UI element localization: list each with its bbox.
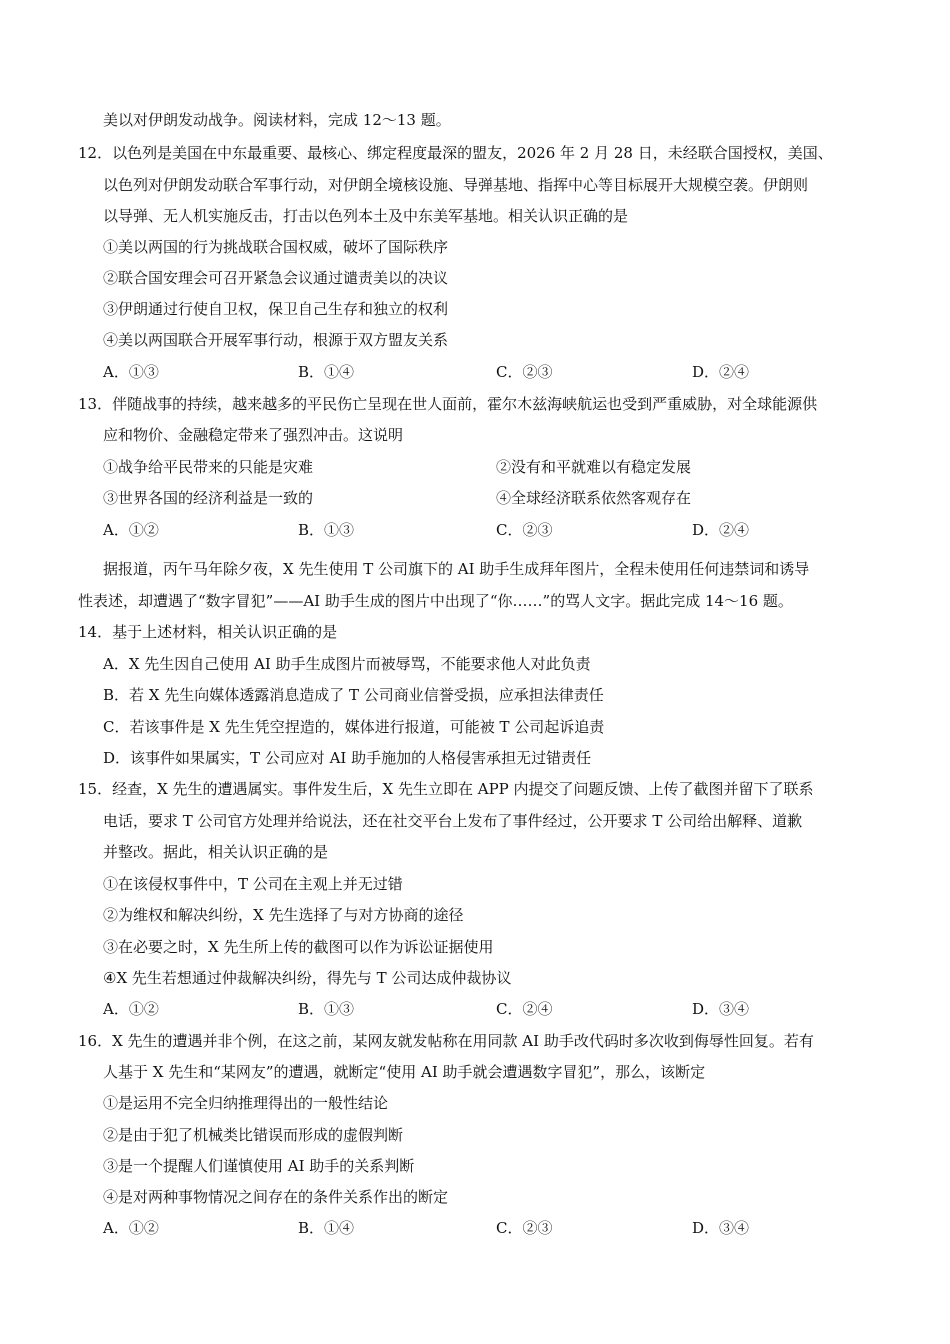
q15-item-1: ①在该侵权事件中，T 公司在主观上并无过错: [103, 875, 403, 893]
q14-option-b[interactable]: B．若 X 先生向媒体透露消息造成了 T 公司商业信誉受损，应承担法律责任: [103, 686, 604, 704]
q16-option-a[interactable]: A．①②: [103, 1219, 159, 1237]
q15-option-c[interactable]: C．②④: [496, 1000, 553, 1018]
q16-option-c[interactable]: C．②③: [496, 1219, 553, 1237]
q16-stem-line-1: 16．X 先生的遭遇并非个例，在这之前，某网友就发帖称在用同款 AI 助手改代码时多次收到侮辱性回复。若有: [78, 1032, 814, 1050]
q14-option-d[interactable]: D．该事件如果属实，T 公司应对 AI 助手施加的人格侵害承担无过错责任: [103, 749, 592, 767]
q15-stem-line-2: 电话，要求 T 公司官方处理并给说法，还在社交平台上发布了事件经过，公开要求 T 公司给出解释、道歉: [103, 812, 803, 830]
q12-option-a[interactable]: A．①③: [103, 363, 159, 381]
material-2-line-1: 据报道，丙午马年除夕夜，X 先生使用 T 公司旗下的 AI 助手生成拜年图片，全程未使用任何违禁词和诱导: [103, 560, 810, 578]
q12-item-1: ①美以两国的行为挑战联合国权威，破坏了国际秩序: [103, 238, 449, 256]
q13-option-d[interactable]: D．②④: [692, 521, 750, 539]
q12-option-d[interactable]: D．②④: [692, 363, 750, 381]
q16-item-1: ①是运用不完全归纳推理得出的一般性结论: [103, 1094, 389, 1112]
q13-option-c[interactable]: C．②③: [496, 521, 553, 539]
q15-stem-line-3: 并整改。据此，相关认识正确的是: [103, 843, 329, 861]
q16-item-3: ③是一个提醒人们谨慎使用 AI 助手的关系判断: [103, 1157, 415, 1175]
q14-stem-line-1: 14．基于上述材料，相关认识正确的是: [78, 623, 338, 641]
q13-item-1: ①战争给平民带来的只能是灾难: [103, 458, 314, 476]
material-intro-tail: 美以对伊朗发动战争。阅读材料，完成 12～13 题。: [103, 111, 451, 129]
q15-item-4: ④X 先生若想通过仲裁解决纠纷，得先与 T 公司达成仲裁协议: [103, 969, 512, 987]
q12-item-4: ④美以两国联合开展军事行动，根源于双方盟友关系: [103, 331, 449, 349]
material-2-line-2: 性表述，却遭遇了“数字冒犯”——AI 助手生成的图片中出现了“你……”的骂人文字。据此完成 14～16 题。: [78, 592, 793, 610]
q13-stem-line-2: 应和物价、金融稳定带来了强烈冲击。这说明: [103, 426, 404, 444]
q15-item-2: ②为维权和解决纠纷，X 先生选择了与对方协商的途径: [103, 906, 464, 924]
q16-item-2: ②是由于犯了机械类比错误而形成的虚假判断: [103, 1126, 404, 1144]
q12-stem-line-1: 12．以色列是美国在中东最重要、最核心、绑定程度最深的盟友，2026 年 2 月 28 日，未经联合国授权，美国、: [78, 144, 833, 162]
q13-item-4: ④全球经济联系依然客观存在: [496, 489, 692, 507]
q12-item-3: ③伊朗通过行使自卫权，保卫自己生存和独立的权利: [103, 300, 449, 318]
q16-item-4: ④是对两种事物情况之间存在的条件关系作出的断定: [103, 1188, 449, 1206]
q13-item-2: ②没有和平就难以有稳定发展: [496, 458, 692, 476]
q13-item-3: ③世界各国的经济利益是一致的: [103, 489, 314, 507]
q13-option-b[interactable]: B．①③: [298, 521, 355, 539]
q12-option-c[interactable]: C．②③: [496, 363, 553, 381]
q12-stem-line-2: 以色列对伊朗发动联合军事行动，对伊朗全境核设施、导弹基地、指挥中心等目标展开大规模空袭。伊朗则: [103, 176, 809, 194]
q15-stem-line-1: 15．经查，X 先生的遭遇属实。事件发生后，X 先生立即在 APP 内提交了问题反馈、上传了截图并留下了联系: [78, 780, 814, 798]
q16-option-b[interactable]: B．①④: [298, 1219, 355, 1237]
q15-item-3: ③在必要之时，X 先生所上传的截图可以作为诉讼证据使用: [103, 938, 494, 956]
q12-item-2: ②联合国安理会可召开紧急会议通过谴责美以的决议: [103, 269, 449, 287]
q13-stem-line-1: 13．伴随战事的持续，越来越多的平民伤亡呈现在世人面前，霍尔木兹海峡航运也受到严重威胁，对全球能源供: [78, 395, 818, 413]
q12-option-b[interactable]: B．①④: [298, 363, 355, 381]
q15-option-a[interactable]: A．①②: [103, 1000, 159, 1018]
q15-option-d[interactable]: D．③④: [692, 1000, 750, 1018]
q14-option-a[interactable]: A．X 先生因自己使用 AI 助手生成图片而被辱骂，不能要求他人对此负责: [103, 655, 591, 673]
q13-option-a[interactable]: A．①②: [103, 521, 159, 539]
q16-option-d[interactable]: D．③④: [692, 1219, 750, 1237]
q12-stem-line-3: 以导弹、无人机实施反击，打击以色列本土及中东美军基地。相关认识正确的是: [103, 207, 629, 225]
q16-stem-line-2: 人基于 X 先生和“某网友”的遭遇，就断定“使用 AI 助手就会遭遇数字冒犯”，那么，该断定: [103, 1063, 706, 1081]
q15-option-b[interactable]: B．①③: [298, 1000, 355, 1018]
q14-option-c[interactable]: C．若该事件是 X 先生凭空捏造的，媒体进行报道，可能被 T 公司起诉追责: [103, 718, 605, 736]
